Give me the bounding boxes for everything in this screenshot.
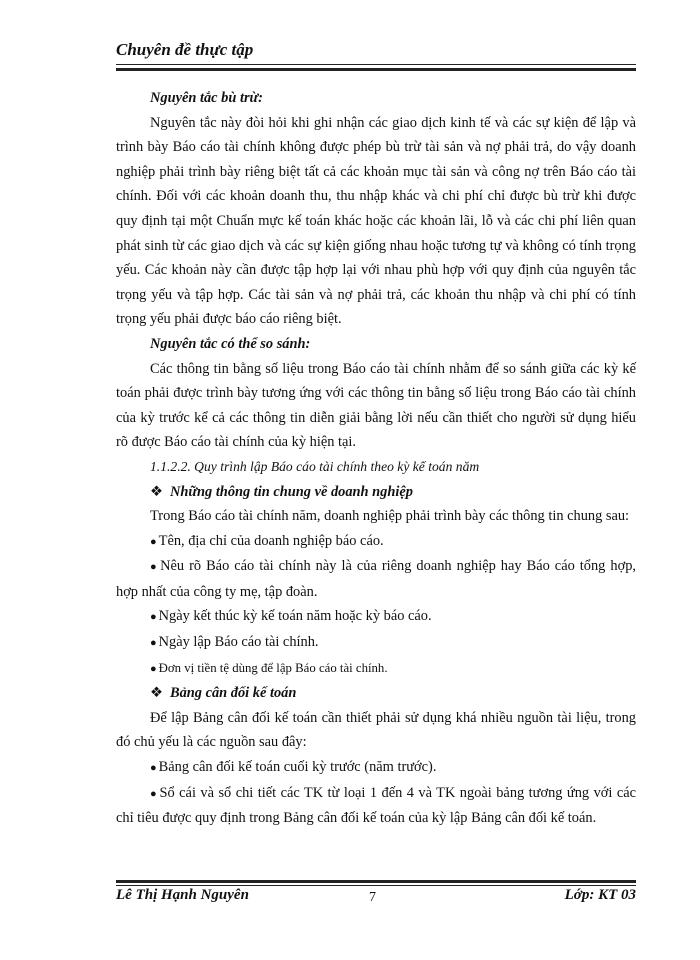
part-heading-text: Những thông tin chung về doanh nghiệp (170, 483, 413, 500)
section-heading-comparability: Nguyên tắc có thể so sánh: (150, 335, 311, 352)
bullet-dot-icon: ● (150, 662, 157, 675)
bullet-dot-icon: ● (150, 637, 157, 650)
section-paragraph-offset: Nguyên tắc này đòi hỏi khi ghi nhận các giao dịch kinh tế và các sự kiện để lập và trình bày Báo cáo tài chính không được phép bù trừ tài sản và nợ phải trả, do vậy doanh nghiệp phải trình bày riêng biệt tất cả các khoản mục tài sản và công nợ trên Báo cáo tài chính. Đối với các khoản doanh thu, thu nhập khác và chi phí chỉ được bù trừ khi được quy định tại một Chuẩn mực kế toán khác hoặc các khoản lãi, lỗ và các chi phí liên quan phát sinh từ các giao dịch và các sự kiện giống nhau hoặc tương tự và không có tính trọng yếu. Các khoản này cần được tập hợp lại với nhau phù hợp với quy định của nguyên tắc trọng yếu và tập hợp. Các tài sản và nợ phải trả, các khoản thu nhập và chi phí có tính trọng yếu phải được báo cáo riêng biệt. (116, 114, 636, 328)
bullet-dot-icon: ● (150, 535, 157, 548)
part-heading-balance-sheet (116, 681, 636, 706)
bullet-dot-icon: ● (150, 762, 157, 775)
list-item-text: Bảng cân đối kế toán cuối kỳ trước (năm trước). (158, 759, 437, 776)
list-item (116, 755, 636, 781)
header-rule-thick (116, 68, 636, 71)
list-item (116, 604, 636, 630)
list-item-text: Tên, địa chỉ của doanh nghiệp báo cáo. (158, 532, 384, 549)
section-paragraph-comparability: Các thông tin bằng số liệu trong Báo cáo tài chính nhằm để so sánh giữa các kỳ kế toán phải được trình bày tương ứng với các thông tin bằng số liệu trong Báo cáo tài chính của kỳ trước kể cả các thông tin diễn giải bằng lời nếu cần thiết cho người sử dụng hiểu rõ được Báo cáo tài chính của kỳ hiện tại. (116, 360, 636, 451)
part-intro: Để lập Bảng cân đối kế toán cần thiết phải sử dụng khá nhiều nguồn tài liệu, trong đó chủ yếu là các nguồn sau đây: (116, 709, 636, 751)
list-item-text: Đơn vị tiền tệ dùng để lập Báo cáo tài chính. (158, 660, 388, 675)
list-item-text: Ngày kết thúc kỳ kế toán năm hoặc kỳ báo cáo. (158, 608, 432, 625)
footer-rule-thick (116, 880, 636, 883)
header-rule-thin (116, 64, 636, 65)
bullet-dot-icon: ● (150, 787, 158, 800)
page-number: 7 (369, 890, 376, 905)
part-heading-general-info (116, 480, 636, 505)
list-item (116, 554, 636, 604)
part-heading-text: Bảng cân đối kế toán (170, 685, 297, 702)
running-header: Chuyên đề thực tập (116, 40, 254, 59)
footer-rule-thin (116, 885, 636, 886)
list-item-text: Ngày lập Báo cáo tài chính. (158, 634, 319, 651)
subsection-title: 1.1.2.2. Quy trình lập Báo cáo tài chính theo kỳ kế toán năm (150, 458, 480, 474)
diamond-bullet-icon: ❖ (150, 685, 163, 702)
footer-author: Lê Thị Hạnh Nguyên (116, 887, 249, 903)
list-item (116, 630, 636, 656)
footer-class: Lớp: KT 03 (564, 887, 636, 903)
page-body (116, 86, 636, 831)
list-item (116, 656, 636, 682)
list-item-text: Nêu rõ Báo cáo tài chính này là của riêng doanh nghiệp hay Báo cáo tổng hợp, hợp nhất của công ty mẹ, tập đoàn. (116, 558, 636, 600)
list-item-text: Sổ cái và sổ chi tiết các TK từ loại 1 đến 4 và TK ngoài bảng tương ứng với các chỉ tiêu được quy định trong Bảng cân đối kế toán của kỳ lập Bảng cân đối kế toán. (116, 784, 636, 827)
bullet-dot-icon: ● (150, 611, 157, 624)
bullet-dot-icon: ● (150, 561, 159, 574)
part-intro: Trong Báo cáo tài chính năm, doanh nghiệp phải trình bày các thông tin chung sau: (150, 508, 630, 525)
list-item (116, 781, 636, 831)
list-item (116, 529, 636, 555)
section-heading-offset: Nguyên tắc bù trừ: (150, 90, 263, 106)
diamond-bullet-icon: ❖ (150, 483, 163, 500)
